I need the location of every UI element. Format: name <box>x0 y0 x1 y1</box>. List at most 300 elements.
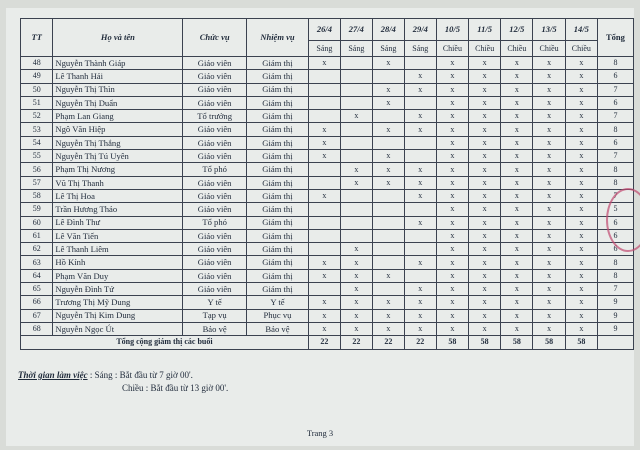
row-session-mark: x <box>501 189 533 202</box>
row-session-mark: x <box>308 269 340 282</box>
col-header-date: 10/5 <box>436 19 468 41</box>
totals-cell: 22 <box>340 336 372 349</box>
row-session-mark: x <box>501 256 533 269</box>
totals-cell: 58 <box>533 336 565 349</box>
row-session-mark: x <box>533 309 565 322</box>
row-session-mark: x <box>501 150 533 163</box>
row-position: Bảo vệ <box>183 322 247 335</box>
row-position: Giáo viên <box>183 203 247 216</box>
row-session-mark <box>372 243 404 256</box>
row-session-mark: x <box>404 296 436 309</box>
row-session-mark: x <box>533 83 565 96</box>
row-total: 6 <box>597 136 633 149</box>
row-position: Tổ trưởng <box>183 110 247 123</box>
row-session-mark: x <box>404 256 436 269</box>
col-header-date: 26/4 <box>308 19 340 41</box>
row-position: Tổ phó <box>183 163 247 176</box>
row-session-mark: x <box>565 163 597 176</box>
row-session-mark: x <box>533 96 565 109</box>
row-total: 9 <box>597 296 633 309</box>
row-tt: 59 <box>21 203 53 216</box>
row-session-mark: x <box>436 150 468 163</box>
row-session-mark: x <box>404 176 436 189</box>
row-session-mark: x <box>372 83 404 96</box>
row-session-mark: x <box>340 243 372 256</box>
table-row <box>21 203 634 216</box>
row-session-mark <box>340 216 372 229</box>
row-session-mark: x <box>372 269 404 282</box>
row-session-mark <box>404 150 436 163</box>
table-row <box>21 309 634 322</box>
col-header-duty: Nhiệm vụ <box>247 19 309 57</box>
row-tt: 62 <box>21 243 53 256</box>
row-position: Giáo viên <box>183 83 247 96</box>
row-total: 7 <box>597 83 633 96</box>
row-name: Ngô Văn Hiệp <box>53 123 183 136</box>
row-session-mark: x <box>436 243 468 256</box>
row-total: 8 <box>597 123 633 136</box>
row-session-mark: x <box>436 57 468 70</box>
row-session-mark: x <box>436 176 468 189</box>
totals-cell: 58 <box>565 336 597 349</box>
row-session-mark <box>340 189 372 202</box>
row-session-mark: x <box>565 189 597 202</box>
document-page <box>6 8 634 446</box>
row-session-mark <box>340 136 372 149</box>
row-session-mark <box>308 176 340 189</box>
row-session-mark: x <box>469 96 501 109</box>
row-session-mark: x <box>436 296 468 309</box>
row-position: Giáo viên <box>183 189 247 202</box>
col-header-date: 28/4 <box>372 19 404 41</box>
row-session-mark: x <box>501 96 533 109</box>
col-header-session: Sáng <box>308 41 340 57</box>
row-session-mark: x <box>469 322 501 335</box>
row-duty: Giám thị <box>247 283 309 296</box>
col-header-session: Sáng <box>372 41 404 57</box>
table-row <box>21 296 634 309</box>
working-hours-notes <box>18 370 228 393</box>
col-header-session: Chiều <box>565 41 597 57</box>
row-duty: Giám thị <box>247 163 309 176</box>
totals-cell: 22 <box>404 336 436 349</box>
row-total: 8 <box>597 256 633 269</box>
header-row <box>21 19 634 41</box>
row-session-mark <box>308 110 340 123</box>
col-header-date: 12/5 <box>501 19 533 41</box>
row-session-mark: x <box>436 309 468 322</box>
row-position: Giáo viên <box>183 283 247 296</box>
invigilator-table <box>20 18 634 350</box>
row-session-mark: x <box>372 150 404 163</box>
row-position: Giáo viên <box>183 229 247 242</box>
row-session-mark: x <box>404 309 436 322</box>
row-duty: Giám thị <box>247 256 309 269</box>
row-session-mark <box>404 229 436 242</box>
row-session-mark: x <box>308 150 340 163</box>
row-duty: Giám thị <box>247 110 309 123</box>
row-name: Phạm Lan Giang <box>53 110 183 123</box>
col-header-session: Chiều <box>533 41 565 57</box>
row-duty: Bảo vệ <box>247 322 309 335</box>
row-session-mark <box>340 150 372 163</box>
row-session-mark <box>340 229 372 242</box>
row-session-mark: x <box>372 123 404 136</box>
row-total: 7 <box>597 189 633 202</box>
working-hours-morning: : Sáng : Bắt đầu từ 7 giờ 00'. <box>89 370 193 380</box>
row-session-mark <box>404 96 436 109</box>
row-session-mark: x <box>404 216 436 229</box>
table-row <box>21 189 634 202</box>
row-name: Nguyễn Thành Giáp <box>53 57 183 70</box>
totals-cell-empty <box>597 336 633 349</box>
row-duty: Giám thị <box>247 123 309 136</box>
row-session-mark: x <box>469 163 501 176</box>
table-row <box>21 57 634 70</box>
row-session-mark: x <box>436 269 468 282</box>
row-session-mark: x <box>533 203 565 216</box>
row-session-mark: x <box>565 216 597 229</box>
row-name: Phạm Văn Duy <box>53 269 183 282</box>
row-session-mark: x <box>469 123 501 136</box>
row-duty: Giám thị <box>247 189 309 202</box>
row-session-mark: x <box>469 57 501 70</box>
row-session-mark <box>308 70 340 83</box>
row-session-mark: x <box>501 229 533 242</box>
col-header-tt: TT <box>21 19 53 57</box>
table-row <box>21 256 634 269</box>
row-session-mark <box>372 189 404 202</box>
table-row <box>21 269 634 282</box>
row-session-mark: x <box>372 163 404 176</box>
row-session-mark: x <box>533 189 565 202</box>
row-session-mark <box>372 283 404 296</box>
row-tt: 63 <box>21 256 53 269</box>
row-session-mark: x <box>501 243 533 256</box>
row-total: 8 <box>597 163 633 176</box>
row-session-mark: x <box>404 70 436 83</box>
row-session-mark: x <box>340 256 372 269</box>
row-tt: 56 <box>21 163 53 176</box>
row-session-mark: x <box>533 283 565 296</box>
row-session-mark: x <box>469 283 501 296</box>
row-session-mark <box>372 203 404 216</box>
col-header-session: Sáng <box>340 41 372 57</box>
row-session-mark: x <box>501 269 533 282</box>
row-session-mark <box>308 229 340 242</box>
row-session-mark: x <box>436 83 468 96</box>
row-session-mark: x <box>404 322 436 335</box>
row-session-mark <box>340 123 372 136</box>
row-session-mark: x <box>565 123 597 136</box>
row-session-mark: x <box>565 243 597 256</box>
col-header-date: 27/4 <box>340 19 372 41</box>
row-session-mark: x <box>340 269 372 282</box>
row-session-mark: x <box>308 256 340 269</box>
row-session-mark: x <box>469 203 501 216</box>
row-session-mark: x <box>469 296 501 309</box>
row-session-mark: x <box>501 83 533 96</box>
row-session-mark: x <box>533 243 565 256</box>
row-duty: Giám thị <box>247 70 309 83</box>
table-row <box>21 216 634 229</box>
row-tt: 48 <box>21 57 53 70</box>
row-name: Nguyễn Thị Thắng <box>53 136 183 149</box>
row-tt: 50 <box>21 83 53 96</box>
working-hours-label: Thời gian làm việc <box>18 370 88 380</box>
col-header-date: 11/5 <box>469 19 501 41</box>
row-session-mark: x <box>533 123 565 136</box>
row-total: 6 <box>597 96 633 109</box>
row-session-mark: x <box>308 136 340 149</box>
row-total: 7 <box>597 110 633 123</box>
col-header-date: 13/5 <box>533 19 565 41</box>
row-total: 8 <box>597 176 633 189</box>
row-session-mark: x <box>565 150 597 163</box>
row-duty: Giám thị <box>247 203 309 216</box>
row-session-mark: x <box>501 176 533 189</box>
table-row <box>21 110 634 123</box>
row-session-mark: x <box>533 136 565 149</box>
row-session-mark: x <box>340 110 372 123</box>
row-duty: Giám thị <box>247 229 309 242</box>
row-position: Tổ phó <box>183 216 247 229</box>
row-session-mark: x <box>308 296 340 309</box>
row-session-mark: x <box>565 70 597 83</box>
table-row <box>21 150 634 163</box>
row-session-mark: x <box>469 309 501 322</box>
row-session-mark: x <box>372 309 404 322</box>
row-position: Giáo viên <box>183 256 247 269</box>
row-session-mark: x <box>533 322 565 335</box>
col-header-date: 29/4 <box>404 19 436 41</box>
row-duty: Giám thị <box>247 136 309 149</box>
row-session-mark: x <box>501 57 533 70</box>
row-session-mark: x <box>565 322 597 335</box>
row-session-mark <box>340 203 372 216</box>
row-session-mark: x <box>533 163 565 176</box>
row-name: Nguyễn Thị Duẩn <box>53 96 183 109</box>
row-total: 6 <box>597 216 633 229</box>
col-header-session: Chiều <box>436 41 468 57</box>
row-session-mark: x <box>533 150 565 163</box>
row-session-mark: x <box>501 136 533 149</box>
row-session-mark: x <box>340 296 372 309</box>
row-tt: 51 <box>21 96 53 109</box>
table-body <box>21 57 634 336</box>
row-session-mark: x <box>340 322 372 335</box>
row-session-mark: x <box>340 176 372 189</box>
row-session-mark: x <box>533 229 565 242</box>
row-session-mark: x <box>501 216 533 229</box>
row-position: Giáo viên <box>183 57 247 70</box>
row-session-mark: x <box>469 70 501 83</box>
row-session-mark: x <box>533 256 565 269</box>
row-session-mark: x <box>404 110 436 123</box>
row-session-mark: x <box>565 203 597 216</box>
col-header-date: 14/5 <box>565 19 597 41</box>
row-session-mark: x <box>469 136 501 149</box>
row-position: Giáo viên <box>183 150 247 163</box>
row-name: Hồ Kính <box>53 256 183 269</box>
row-session-mark: x <box>469 150 501 163</box>
row-total: 7 <box>597 150 633 163</box>
row-name: Lê Văn Tiến <box>53 229 183 242</box>
row-session-mark: x <box>436 163 468 176</box>
row-total: 6 <box>597 243 633 256</box>
row-session-mark: x <box>501 322 533 335</box>
row-session-mark: x <box>469 243 501 256</box>
row-session-mark: x <box>436 322 468 335</box>
col-header-total: Tổng <box>597 19 633 57</box>
row-session-mark <box>308 163 340 176</box>
row-session-mark: x <box>565 256 597 269</box>
row-session-mark: x <box>404 123 436 136</box>
table-row <box>21 229 634 242</box>
row-session-mark: x <box>533 216 565 229</box>
row-session-mark: x <box>565 296 597 309</box>
row-session-mark: x <box>436 283 468 296</box>
row-session-mark: x <box>501 296 533 309</box>
row-name: Vũ Thị Thanh <box>53 176 183 189</box>
row-duty: Phục vụ <box>247 309 309 322</box>
row-tt: 49 <box>21 70 53 83</box>
totals-cell: 22 <box>372 336 404 349</box>
row-position: Giáo viên <box>183 96 247 109</box>
row-session-mark: x <box>469 83 501 96</box>
row-name: Trần Hương Thảo <box>53 203 183 216</box>
row-session-mark: x <box>308 309 340 322</box>
row-name: Nguyễn Ngọc Út <box>53 322 183 335</box>
row-duty: Giám thị <box>247 57 309 70</box>
row-tt: 54 <box>21 136 53 149</box>
row-session-mark: x <box>533 269 565 282</box>
row-session-mark <box>308 96 340 109</box>
row-session-mark: x <box>469 229 501 242</box>
row-tt: 52 <box>21 110 53 123</box>
row-duty: Giám thị <box>247 243 309 256</box>
table-row <box>21 163 634 176</box>
row-session-mark: x <box>501 283 533 296</box>
row-session-mark: x <box>469 216 501 229</box>
row-duty: Giám thị <box>247 150 309 163</box>
row-session-mark: x <box>469 189 501 202</box>
row-session-mark: x <box>565 269 597 282</box>
working-hours-afternoon: Chiều : Bắt đầu từ 13 giờ 00'. <box>122 383 229 393</box>
row-session-mark <box>404 57 436 70</box>
row-session-mark <box>372 256 404 269</box>
row-duty: Giám thị <box>247 269 309 282</box>
totals-cell: 58 <box>469 336 501 349</box>
row-duty: Giám thị <box>247 216 309 229</box>
row-total: 8 <box>597 57 633 70</box>
totals-label: Tổng cộng giám thị các buổi <box>21 336 309 349</box>
row-session-mark: x <box>469 110 501 123</box>
row-session-mark: x <box>565 283 597 296</box>
table-row <box>21 83 634 96</box>
row-total: 7 <box>597 283 633 296</box>
row-duty: Giám thị <box>247 176 309 189</box>
row-session-mark <box>404 243 436 256</box>
row-session-mark <box>340 96 372 109</box>
row-position: Tạp vụ <box>183 309 247 322</box>
row-session-mark <box>308 83 340 96</box>
row-session-mark: x <box>533 70 565 83</box>
row-position: Giáo viên <box>183 243 247 256</box>
table-row <box>21 123 634 136</box>
row-tt: 68 <box>21 322 53 335</box>
row-session-mark <box>372 229 404 242</box>
row-session-mark: x <box>436 70 468 83</box>
row-position: Giáo viên <box>183 136 247 149</box>
row-position: Giáo viên <box>183 269 247 282</box>
row-session-mark: x <box>372 57 404 70</box>
row-tt: 61 <box>21 229 53 242</box>
col-header-session: Chiều <box>501 41 533 57</box>
row-session-mark <box>372 110 404 123</box>
row-tt: 65 <box>21 283 53 296</box>
totals-row <box>21 336 634 349</box>
row-session-mark: x <box>436 136 468 149</box>
row-session-mark: x <box>565 309 597 322</box>
row-session-mark: x <box>436 96 468 109</box>
row-session-mark: x <box>501 309 533 322</box>
col-header-session: Sáng <box>404 41 436 57</box>
row-session-mark: x <box>533 110 565 123</box>
row-session-mark: x <box>501 70 533 83</box>
row-session-mark <box>372 70 404 83</box>
row-session-mark: x <box>340 309 372 322</box>
row-session-mark: x <box>533 296 565 309</box>
totals-cell: 58 <box>501 336 533 349</box>
row-session-mark: x <box>565 136 597 149</box>
row-session-mark: x <box>372 322 404 335</box>
row-name: Nguyễn Thị Thìn <box>53 83 183 96</box>
row-session-mark: x <box>565 57 597 70</box>
row-session-mark: x <box>340 283 372 296</box>
row-total: 5 <box>597 203 633 216</box>
row-tt: 60 <box>21 216 53 229</box>
row-session-mark <box>308 243 340 256</box>
row-session-mark <box>340 57 372 70</box>
row-position: Y tế <box>183 296 247 309</box>
row-session-mark: x <box>501 203 533 216</box>
row-session-mark: x <box>565 229 597 242</box>
row-session-mark: x <box>308 57 340 70</box>
col-header-position: Chức vụ <box>183 19 247 57</box>
row-session-mark: x <box>404 189 436 202</box>
row-session-mark: x <box>533 57 565 70</box>
row-total: 8 <box>597 269 633 282</box>
row-session-mark: x <box>372 296 404 309</box>
row-session-mark <box>340 70 372 83</box>
row-session-mark <box>404 269 436 282</box>
row-name: Lê Thanh Hải <box>53 70 183 83</box>
row-session-mark: x <box>436 110 468 123</box>
table-row <box>21 70 634 83</box>
row-session-mark: x <box>372 176 404 189</box>
row-tt: 67 <box>21 309 53 322</box>
row-name: Nguyễn Thị Kim Dung <box>53 309 183 322</box>
row-session-mark <box>404 203 436 216</box>
row-session-mark <box>340 83 372 96</box>
row-session-mark <box>308 216 340 229</box>
row-name: Lê Thị Hoa <box>53 189 183 202</box>
row-session-mark: x <box>436 203 468 216</box>
row-session-mark <box>308 283 340 296</box>
row-session-mark <box>372 216 404 229</box>
row-total: 9 <box>597 322 633 335</box>
